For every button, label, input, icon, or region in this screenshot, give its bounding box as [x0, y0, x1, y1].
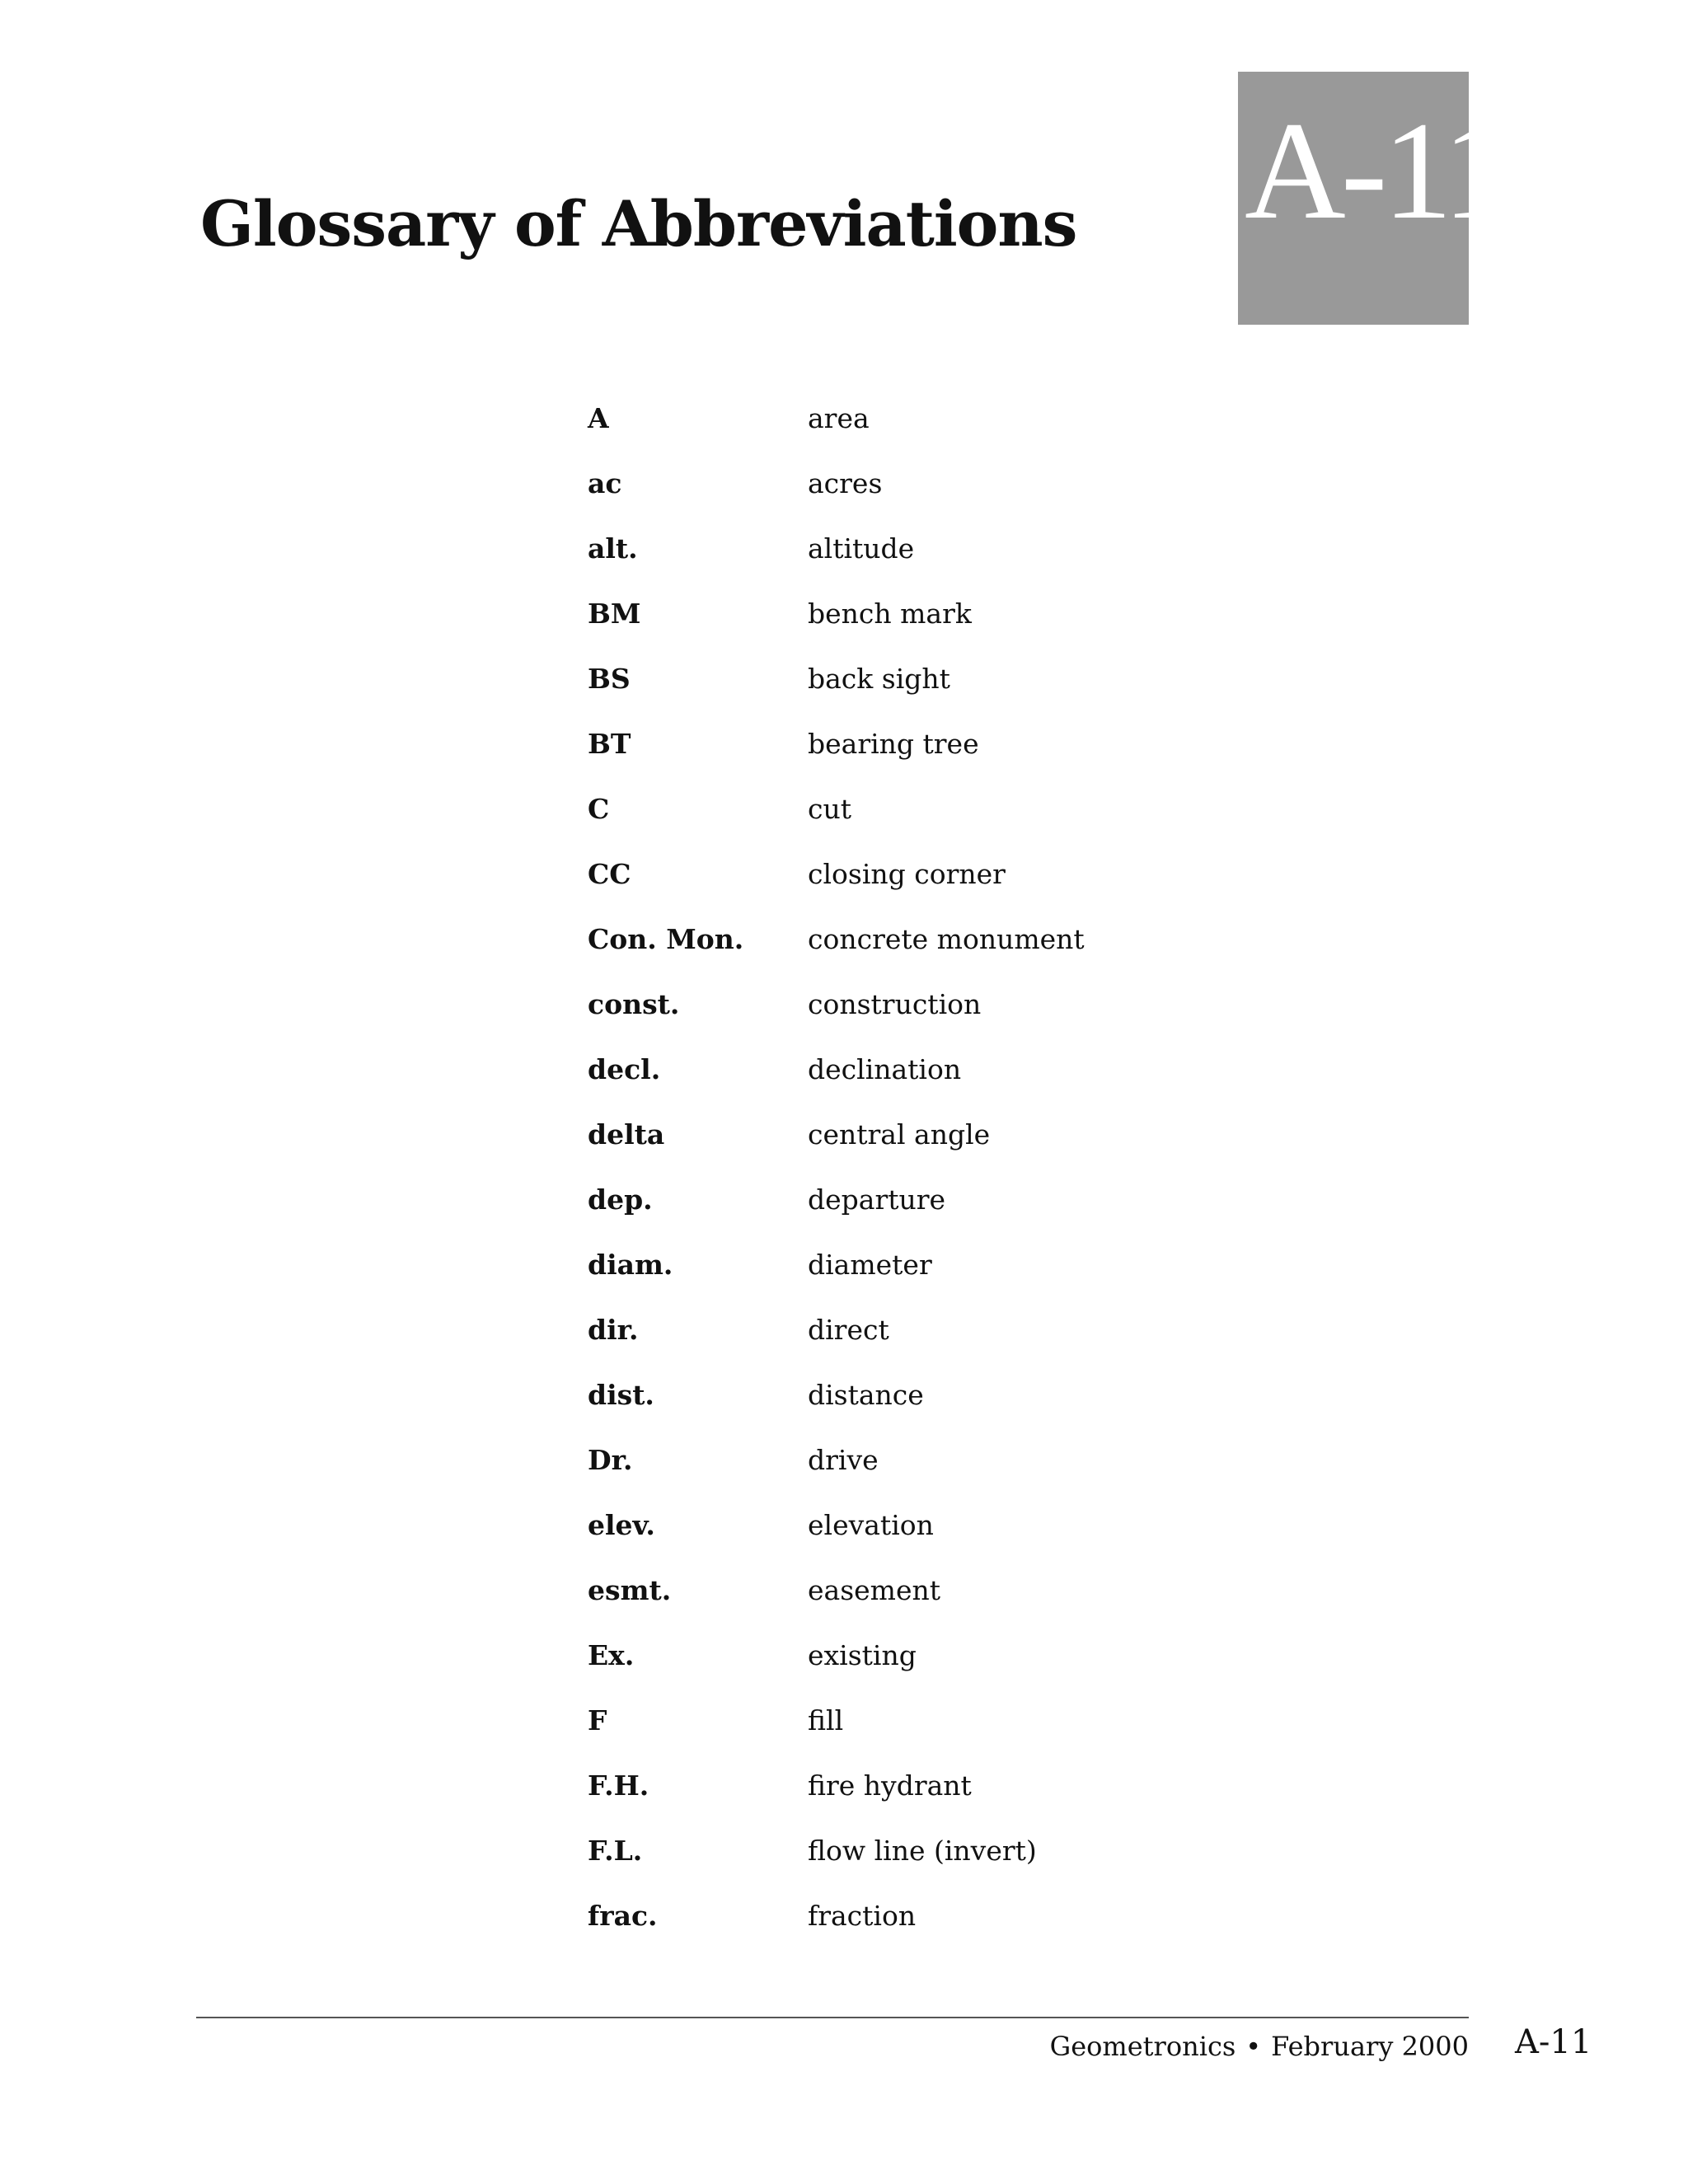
glossary-term: Dr.: [588, 1444, 633, 1476]
glossary-definition: closing corner: [808, 858, 1006, 890]
glossary-definition: bearing tree: [808, 728, 979, 760]
glossary-definition: direct: [808, 1314, 889, 1346]
glossary-term: elev.: [588, 1509, 655, 1541]
glossary-definition: distance: [808, 1379, 924, 1411]
glossary-definition: flow line (invert): [808, 1835, 1037, 1867]
glossary-definition: existing: [808, 1639, 917, 1671]
glossary-row: [588, 1688, 1329, 1753]
glossary-row: [588, 581, 1329, 646]
glossary-term: dep.: [588, 1183, 653, 1216]
glossary-row: [588, 972, 1329, 1037]
glossary-row: [588, 1558, 1329, 1623]
glossary-term: CC: [588, 858, 631, 890]
glossary-term: F.L.: [588, 1835, 643, 1867]
glossary-definition: area: [808, 402, 870, 434]
glossary-row: [588, 1427, 1329, 1493]
glossary-term: Ex.: [588, 1639, 635, 1671]
glossary-term: BS: [588, 663, 631, 695]
glossary-row: [588, 1818, 1329, 1883]
page-title: Glossary of Abbreviations: [200, 187, 1077, 260]
glossary-term: A: [588, 402, 609, 434]
glossary-definition: elevation: [808, 1509, 934, 1541]
glossary-row: [588, 1037, 1329, 1102]
glossary-term: decl.: [588, 1053, 661, 1085]
glossary-term: Con. Mon.: [588, 923, 744, 955]
glossary-definition: altitude: [808, 532, 915, 565]
glossary-row: [588, 1883, 1329, 1948]
chapter-tab: [1238, 72, 1508, 325]
glossary-row: [588, 451, 1329, 516]
footer-date: February 2000: [1271, 2031, 1469, 2062]
glossary-term: diam.: [588, 1249, 673, 1281]
glossary-definition: declination: [808, 1053, 962, 1085]
glossary-row: [588, 1167, 1329, 1232]
glossary-row: [588, 1623, 1329, 1688]
glossary-term: F: [588, 1704, 607, 1736]
glossary-row: [588, 776, 1329, 841]
footer-separator: •: [1245, 2031, 1262, 2062]
glossary-term: dir.: [588, 1314, 639, 1346]
glossary-row: [588, 1753, 1329, 1818]
footer-publication: Geometronics: [1049, 2031, 1236, 2062]
glossary-term: C: [588, 793, 610, 825]
glossary-term: BM: [588, 598, 641, 630]
glossary-definition: departure: [808, 1183, 946, 1216]
glossary-term: delta: [588, 1118, 665, 1151]
glossary-row: [588, 841, 1329, 907]
glossary-row: [588, 1493, 1329, 1558]
glossary-definition: fill: [808, 1704, 844, 1736]
glossary-row: [588, 646, 1329, 711]
glossary-term: BT: [588, 728, 631, 760]
glossary-term: F.H.: [588, 1769, 649, 1802]
glossary-definition: fire hydrant: [808, 1769, 972, 1802]
glossary-row: [588, 1297, 1329, 1362]
glossary-list: [588, 386, 1329, 1948]
glossary-definition: construction: [808, 988, 982, 1020]
footer-publication-line: [948, 2030, 1469, 2063]
glossary-row: [588, 1362, 1329, 1427]
glossary-term: ac: [588, 467, 622, 499]
glossary-definition: fraction: [808, 1900, 917, 1932]
chapter-label: A-11: [1245, 93, 1508, 248]
glossary-row: [588, 711, 1329, 776]
page-number: A-11: [1515, 2023, 1592, 2061]
glossary-row: [588, 516, 1329, 581]
glossary-term: const.: [588, 988, 680, 1020]
glossary-term: alt.: [588, 532, 638, 565]
glossary-definition: concrete monument: [808, 923, 1085, 955]
glossary-definition: easement: [808, 1574, 941, 1606]
glossary-row: [588, 1232, 1329, 1297]
glossary-term: esmt.: [588, 1574, 672, 1606]
glossary-definition: central angle: [808, 1118, 991, 1151]
glossary-definition: diameter: [808, 1249, 932, 1281]
footer-divider: [196, 2017, 1469, 2018]
glossary-row: [588, 386, 1329, 451]
glossary-term: dist.: [588, 1379, 654, 1411]
glossary-definition: bench mark: [808, 598, 972, 630]
glossary-definition: acres: [808, 467, 883, 499]
glossary-term: frac.: [588, 1900, 658, 1932]
glossary-row: [588, 1102, 1329, 1167]
glossary-definition: back sight: [808, 663, 950, 695]
glossary-row: [588, 907, 1329, 972]
glossary-definition: drive: [808, 1444, 879, 1476]
glossary-definition: cut: [808, 793, 851, 825]
